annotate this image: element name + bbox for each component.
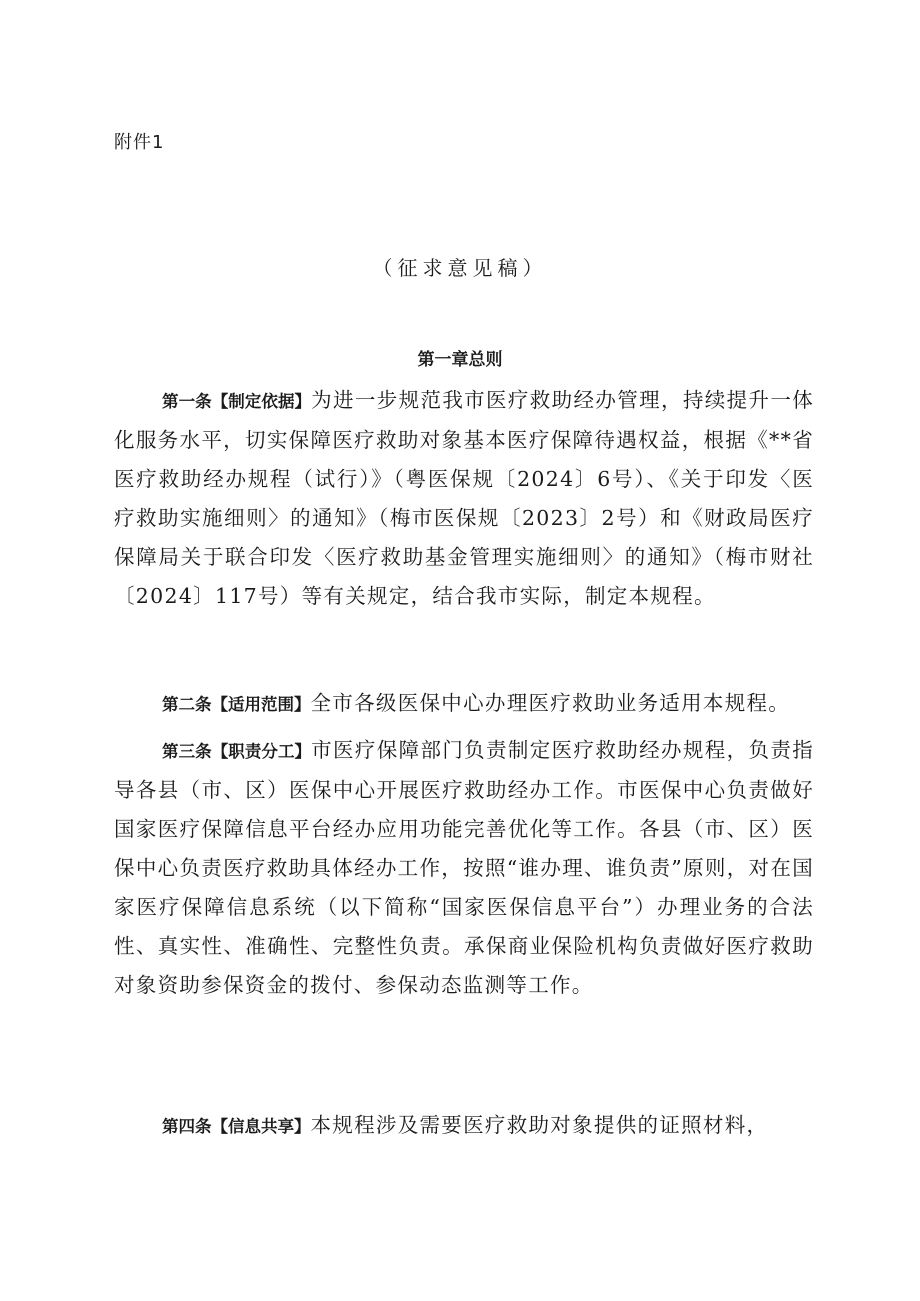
article-1-text: 为进一步规范我市医疗救助经办管理，持续提升一体化服务水平，切实保障医疗救助对象基本医疗保障待遇权益，根据《**省医疗救助经办规程（试行）》（粤医保规〔2024〕6号）、《关于印发〈医疗救助实施细则〉的通知》（梅市医保规〔2023〕2号）和《财政局医疗保障局关于联合印发〈医疗救助基金管理实施细则〉的通知》（梅市财社〔2024〕117号）等有关规定，结合我市实际，制定本规程。 (114, 388, 814, 608)
article-3-label: 第三条【职责分工】 (162, 742, 312, 761)
article-2-text: 全市各级医保中心办理医疗救助业务适用本规程。 (310, 691, 791, 715)
chapter-heading: 第一章总则 (417, 350, 503, 370)
article-3-text: 市医疗保障部门负责制定医疗救助经办规程，负责指导各县（市、区）医保中心开展医疗救助经办工作。市医保中心负责做好国家医疗保障信息平台经办应用功能完善优化等工作。各县（市、区）医保中心负责医疗救助具体经办工作，按照“谁办理、谁负责”原则，对在国家医疗保障信息系统（以下简称“国家医保信息平台”）办理业务的合法性、真实性、准确性、完整性负责。承保商业保险机构负责做好医疗救助对象资助参保资金的拨付、参保动态监测等工作。 (114, 738, 814, 997)
article-1-label: 第一条【制定依据】 (162, 392, 312, 411)
article-3 (114, 731, 814, 1005)
article-2-label: 第二条【适用范围】 (162, 695, 311, 714)
article-4-label: 第四条【信息共享】 (162, 1117, 311, 1136)
draft-subtitle: （征求意见稿） (372, 256, 548, 280)
attachment-label: 附件1 (114, 132, 165, 153)
article-1 (114, 381, 814, 616)
article-2 (114, 684, 814, 724)
article-4 (114, 1106, 814, 1146)
article-4-text: 本规程涉及需要医疗救助对象提供的证照材料， (310, 1113, 769, 1137)
